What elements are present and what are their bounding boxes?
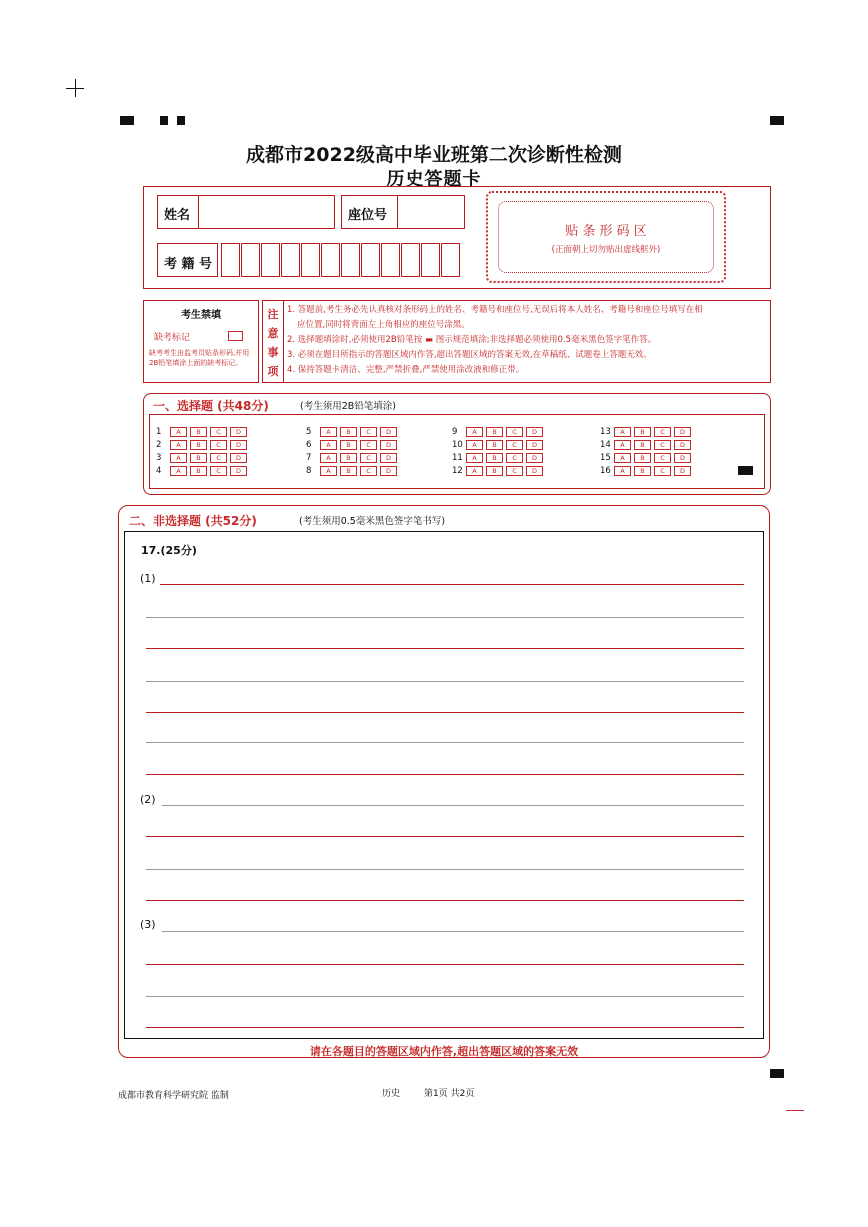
mcq-question-row bbox=[452, 466, 546, 476]
mcq-option-bubble[interactable]: B bbox=[634, 440, 651, 450]
mcq-option-bubble[interactable]: A bbox=[320, 427, 337, 437]
mcq-question-row bbox=[156, 466, 250, 476]
mcq-question-number: 15 bbox=[600, 453, 611, 463]
mcq-question-row bbox=[600, 466, 694, 476]
exam-no-label: 考 籍 号 bbox=[164, 257, 213, 272]
answer-line[interactable] bbox=[146, 712, 744, 713]
card-title: 历史答题卡 bbox=[386, 169, 482, 190]
footer-page: 第1页 共2页 bbox=[424, 1089, 475, 1099]
notice-char: 事 bbox=[267, 346, 279, 359]
barcode-note: (正面朝上切勿贴出虚线框外) bbox=[551, 245, 661, 255]
answer-line[interactable] bbox=[162, 805, 744, 806]
mcq-option-bubble[interactable]: A bbox=[614, 440, 631, 450]
notice-char: 项 bbox=[267, 365, 279, 378]
notice-item: 4. 保持答题卡清洁、完整,严禁折叠,严禁使用涂改液和修正带。 bbox=[287, 365, 525, 375]
notice-char: 注 bbox=[267, 308, 279, 321]
mcq-option-bubble[interactable]: D bbox=[674, 453, 691, 463]
timing-mark bbox=[770, 116, 784, 125]
mcq-question-row bbox=[306, 453, 400, 463]
mcq-option-bubble[interactable]: B bbox=[190, 453, 207, 463]
mcq-option-bubble[interactable]: C bbox=[210, 440, 227, 450]
mcq-option-bubble[interactable]: C bbox=[506, 453, 523, 463]
timing-mark bbox=[177, 116, 185, 125]
mcq-option-bubble[interactable]: B bbox=[634, 453, 651, 463]
mcq-option-bubble[interactable]: A bbox=[466, 466, 483, 476]
mcq-option-bubble[interactable]: B bbox=[340, 440, 357, 450]
mcq-option-bubble[interactable]: C bbox=[210, 453, 227, 463]
mcq-option-bubble[interactable]: B bbox=[190, 427, 207, 437]
mcq-question-row bbox=[156, 440, 250, 450]
mcq-question-row bbox=[306, 440, 400, 450]
mcq-option-bubble[interactable]: B bbox=[190, 440, 207, 450]
mcq-question-number: 11 bbox=[452, 453, 463, 463]
registration-cross-v bbox=[75, 79, 76, 97]
mcq-option-bubble[interactable]: B bbox=[190, 466, 207, 476]
part-3-label: (3) bbox=[140, 918, 156, 931]
mcq-option-bubble[interactable]: A bbox=[466, 440, 483, 450]
mcq-option-bubble[interactable]: D bbox=[230, 453, 247, 463]
notice-item: 2. 选择题填涂时,必须使用2B铅笔按 ▬ 图示规范填涂;非选择题必须使用0.5毫米黑色签字笔作答。 bbox=[287, 335, 657, 345]
mcq-option-bubble[interactable]: D bbox=[674, 440, 691, 450]
answer-line[interactable] bbox=[162, 931, 744, 932]
mcq-option-bubble[interactable]: A bbox=[320, 453, 337, 463]
mcq-option-bubble[interactable]: B bbox=[486, 466, 503, 476]
name-label: 姓名 bbox=[164, 208, 191, 223]
mcq-option-bubble[interactable]: C bbox=[506, 427, 523, 437]
answer-line[interactable] bbox=[146, 1027, 744, 1028]
mcq-option-bubble[interactable]: D bbox=[380, 466, 397, 476]
mcq-option-bubble[interactable]: B bbox=[634, 466, 651, 476]
mcq-option-bubble[interactable]: B bbox=[340, 427, 357, 437]
part-2-label: (2) bbox=[140, 793, 156, 806]
timing-mark bbox=[160, 116, 168, 125]
mcq-option-bubble[interactable]: A bbox=[320, 440, 337, 450]
mcq-question-row bbox=[452, 427, 546, 437]
forbidden-title: 考生禁填 bbox=[181, 310, 221, 321]
mcq-question-row bbox=[600, 440, 694, 450]
mcq-question-number: 12 bbox=[452, 466, 463, 476]
notice-item: 应位置,同时将背面左上角相应的座位号涂黑。 bbox=[297, 320, 470, 330]
footer-org: 成都市教育科学研究院 监制 bbox=[118, 1091, 229, 1101]
mcq-option-bubble[interactable]: B bbox=[340, 453, 357, 463]
mcq-option-bubble[interactable]: C bbox=[210, 466, 227, 476]
mcq-question-number: 5 bbox=[306, 427, 312, 437]
timing-mark bbox=[120, 116, 134, 125]
mcq-question-number: 4 bbox=[156, 466, 162, 476]
mcq-question-number: 16 bbox=[600, 466, 611, 476]
mcq-option-bubble[interactable]: A bbox=[614, 466, 631, 476]
question-17-label: 17.(25分) bbox=[141, 544, 197, 557]
mcq-option-bubble[interactable]: C bbox=[506, 440, 523, 450]
mcq-question-row bbox=[156, 453, 250, 463]
essay-bottom-note: 请在各题目的答题区域内作答,超出答题区域的答案无效 bbox=[309, 1045, 579, 1058]
answer-line[interactable] bbox=[146, 964, 744, 965]
mcq-question-row bbox=[452, 453, 546, 463]
exam-no-cells[interactable] bbox=[221, 243, 461, 277]
mcq-option-bubble[interactable]: B bbox=[340, 466, 357, 476]
notice-side-label bbox=[264, 305, 282, 381]
mcq-question-number: 14 bbox=[600, 440, 611, 450]
answer-line[interactable] bbox=[146, 869, 744, 870]
mcq-option-bubble[interactable]: D bbox=[526, 453, 543, 463]
mcq-question-row bbox=[452, 440, 546, 450]
mcq-option-bubble[interactable]: A bbox=[170, 427, 187, 437]
mcq-option-bubble[interactable]: D bbox=[674, 427, 691, 437]
answer-line[interactable] bbox=[146, 900, 744, 901]
notice-item: 3. 必须在题目所指示的答题区域内作答,超出答题区域的答案无效,在草稿纸、试题卷上答题无效。 bbox=[287, 350, 652, 360]
footer-subject: 历史 bbox=[382, 1089, 401, 1099]
mcq-option-bubble[interactable]: D bbox=[230, 427, 247, 437]
answer-line[interactable] bbox=[146, 681, 744, 682]
mcq-option-bubble[interactable]: D bbox=[230, 466, 247, 476]
mcq-option-bubble[interactable]: D bbox=[674, 466, 691, 476]
answer-line[interactable] bbox=[146, 996, 744, 997]
mcq-option-bubble[interactable]: C bbox=[360, 453, 377, 463]
mcq-option-bubble[interactable]: D bbox=[380, 453, 397, 463]
timing-mark bbox=[770, 1069, 784, 1078]
edge-mark bbox=[786, 1110, 804, 1111]
notice-char: 意 bbox=[267, 327, 279, 340]
mcq-option-bubble[interactable]: A bbox=[614, 427, 631, 437]
mcq-question-number: 9 bbox=[452, 427, 458, 437]
mcq-option-bubble[interactable]: D bbox=[526, 427, 543, 437]
part-1-label: (1) bbox=[140, 572, 156, 585]
mcq-question-number: 13 bbox=[600, 427, 611, 437]
mcq-option-bubble[interactable]: C bbox=[654, 453, 671, 463]
answer-line[interactable] bbox=[146, 648, 744, 649]
mcq-note: (考生须用2B铅笔填涂) bbox=[300, 401, 396, 412]
mcq-option-bubble[interactable]: A bbox=[170, 440, 187, 450]
mcq-option-bubble[interactable]: C bbox=[210, 427, 227, 437]
absent-label: 缺考标记 bbox=[154, 333, 191, 343]
mcq-question-number: 8 bbox=[306, 466, 312, 476]
mcq-option-bubble[interactable]: A bbox=[170, 453, 187, 463]
mcq-option-bubble[interactable]: D bbox=[526, 440, 543, 450]
mcq-option-bubble[interactable]: D bbox=[230, 440, 247, 450]
essay-inner bbox=[124, 531, 764, 1039]
mcq-option-bubble[interactable]: A bbox=[320, 466, 337, 476]
mcq-option-bubble[interactable]: D bbox=[380, 440, 397, 450]
mcq-option-bubble[interactable]: C bbox=[360, 466, 377, 476]
mcq-option-bubble[interactable]: C bbox=[360, 427, 377, 437]
answer-line[interactable] bbox=[146, 836, 744, 837]
mcq-option-bubble[interactable]: C bbox=[654, 427, 671, 437]
mcq-question-row bbox=[600, 427, 694, 437]
mcq-option-bubble[interactable]: A bbox=[614, 453, 631, 463]
mcq-option-bubble[interactable]: B bbox=[634, 427, 651, 437]
mcq-option-bubble[interactable]: D bbox=[526, 466, 543, 476]
mcq-question-row bbox=[306, 466, 400, 476]
mcq-option-bubble[interactable]: A bbox=[170, 466, 187, 476]
mcq-question-row bbox=[600, 453, 694, 463]
answer-line[interactable] bbox=[146, 617, 744, 618]
mcq-inner bbox=[149, 414, 765, 489]
mcq-option-bubble[interactable]: C bbox=[506, 466, 523, 476]
mcq-question-number: 7 bbox=[306, 453, 312, 463]
essay-title: 二、非选择题 (共52分) bbox=[129, 514, 257, 528]
answer-line[interactable] bbox=[160, 584, 744, 585]
mcq-question-row bbox=[156, 427, 250, 437]
barcode-title: 贴 条 形 码 区 bbox=[565, 224, 647, 239]
exam-title: 成都市2022级高中毕业班第二次诊断性检测 bbox=[246, 144, 622, 166]
mcq-option-bubble[interactable]: C bbox=[654, 466, 671, 476]
absent-checkbox[interactable] bbox=[228, 331, 243, 341]
mcq-option-bubble[interactable]: A bbox=[466, 453, 483, 463]
answer-line[interactable] bbox=[146, 742, 744, 743]
mcq-question-number: 10 bbox=[452, 440, 463, 450]
mcq-option-bubble[interactable]: D bbox=[380, 427, 397, 437]
mcq-option-bubble[interactable]: B bbox=[486, 427, 503, 437]
mcq-question-number: 3 bbox=[156, 453, 162, 463]
notice-item: 1. 答题前,考生务必先认真核对条形码上的姓名、考籍号和座位号,无误后将本人姓名、考籍号和座位号填写在相 bbox=[287, 305, 703, 315]
mcq-question-number: 1 bbox=[156, 427, 162, 437]
notice-divider bbox=[283, 300, 284, 383]
seat-label: 座位号 bbox=[348, 208, 388, 223]
notice-text bbox=[287, 303, 769, 378]
mcq-option-bubble[interactable]: B bbox=[486, 453, 503, 463]
mcq-option-bubble[interactable]: C bbox=[654, 440, 671, 450]
mcq-option-bubble[interactable]: C bbox=[360, 440, 377, 450]
mcq-question-row bbox=[306, 427, 400, 437]
timing-mark bbox=[738, 466, 753, 475]
mcq-question-number: 2 bbox=[156, 440, 162, 450]
mcq-title: 一、选择题 (共48分) bbox=[153, 399, 269, 413]
answer-line[interactable] bbox=[146, 774, 744, 775]
essay-note: (考生须用0.5毫米黑色签字笔书写) bbox=[299, 516, 446, 527]
forbidden-note: 缺考考生由监考员贴条形码,并用2B铅笔填涂上面的缺考标记。 bbox=[149, 349, 250, 367]
mcq-question-number: 6 bbox=[306, 440, 312, 450]
mcq-option-bubble[interactable]: B bbox=[486, 440, 503, 450]
mcq-option-bubble[interactable]: A bbox=[466, 427, 483, 437]
